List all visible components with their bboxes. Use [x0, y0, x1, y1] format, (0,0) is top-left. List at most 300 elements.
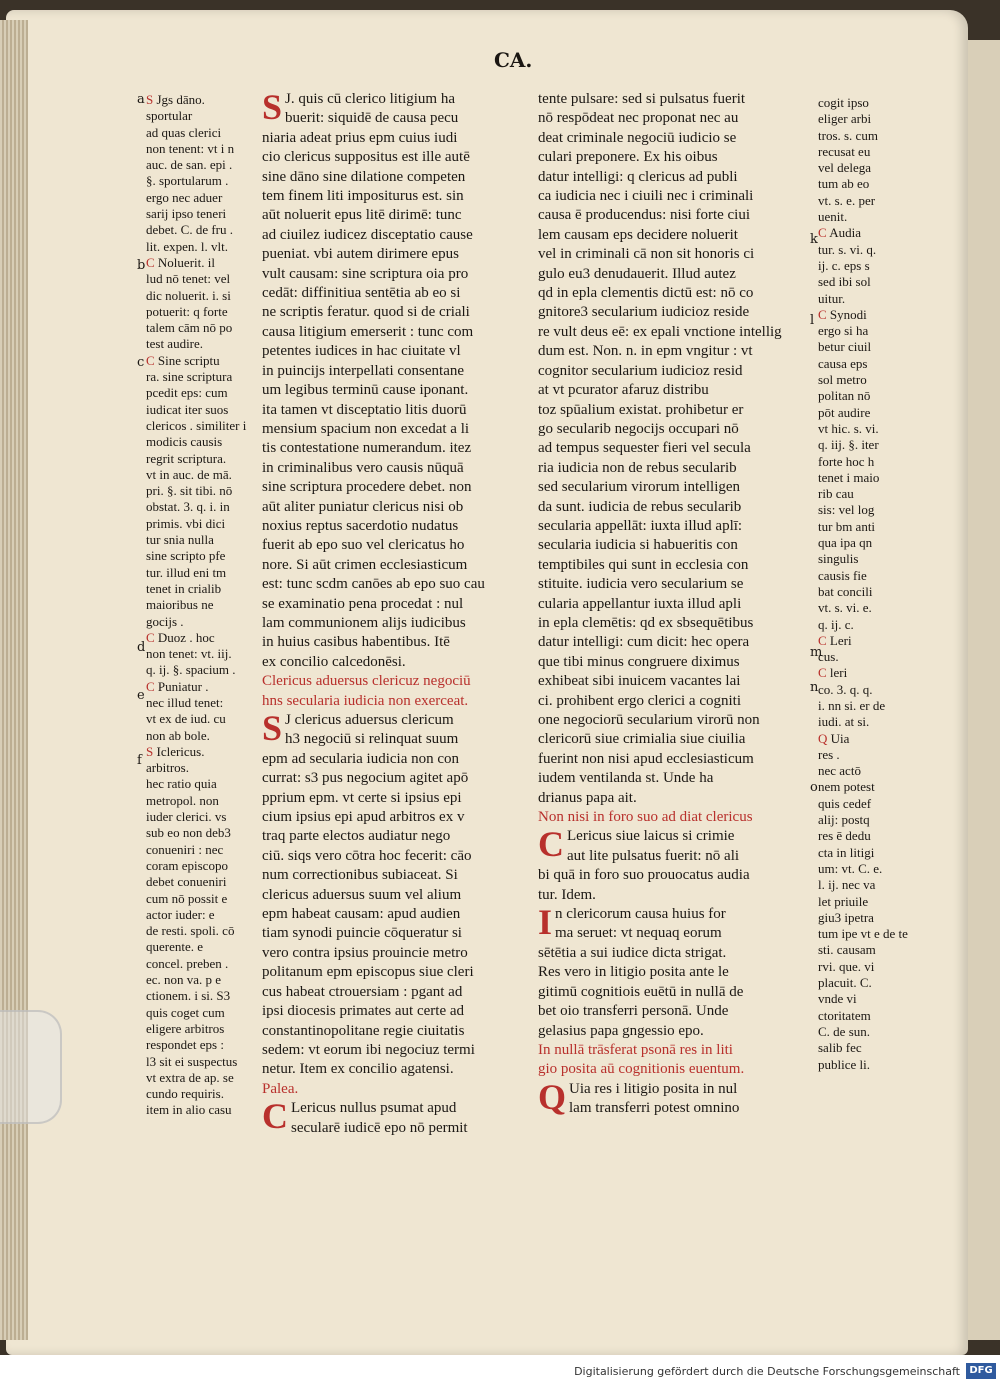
gloss-right-line [818, 209, 918, 225]
gloss-right-line [818, 225, 918, 241]
line-text: Sine scriptu [157, 352, 220, 368]
line-text: nec actō [818, 763, 861, 779]
main-left-line [262, 536, 532, 555]
main-left-line [262, 633, 532, 652]
line-text: Uia res i litigio posita in nul [569, 1080, 738, 1097]
line-text: lam transferri potest omnino [569, 1100, 740, 1117]
gloss-right-line [818, 339, 918, 355]
line-text: netur. Item ex concilio agatensi. [262, 1061, 454, 1078]
gloss-right-line [818, 323, 918, 339]
line-text: respondet eps : [146, 1037, 224, 1053]
line-text: sed secularium virorum intelligen [538, 479, 741, 496]
gloss-right-line [818, 486, 918, 502]
gloss-right-line [818, 470, 918, 486]
main-left-line [262, 769, 532, 788]
gloss-right-line [818, 894, 918, 910]
line-text: buerit: siquidē de causa pecu [285, 110, 459, 127]
line-text: gocijs . [146, 613, 184, 629]
line-text: regrit scriptura. [146, 450, 227, 466]
line-text: cus. [818, 649, 839, 665]
line-text: ergo si ha [818, 323, 869, 339]
line-text: exhibeat sibi inuicem vacantes lai [538, 673, 741, 690]
line-text: clericus aduersus suum vel alium [262, 886, 462, 903]
main-right-line [538, 692, 808, 711]
main-left-line [262, 342, 532, 361]
gloss-right-line [818, 291, 918, 307]
line-text: q. ij. §. spacium . [146, 662, 236, 678]
line-text: singulis [818, 551, 859, 567]
gloss-right-line [818, 600, 918, 616]
main-left-line [262, 362, 532, 381]
line-text: vt. s. e. per [818, 192, 876, 208]
main-left-line [262, 750, 532, 769]
footer-bar [0, 1355, 1000, 1389]
main-right-line [538, 711, 808, 730]
line-text: bet oio transferri personā. Unde [538, 1003, 729, 1020]
line-text: co. 3. q. q. [818, 681, 873, 697]
gloss-right-line [818, 845, 918, 861]
line-text: tur. illud eni tm [146, 564, 227, 580]
gloss-right-line [818, 959, 918, 975]
line-text: non tenet: vt. iij. [146, 646, 232, 662]
line-text: Puniatur . [157, 678, 209, 694]
gloss-right-line [818, 779, 918, 795]
margin-marker-l: l [810, 313, 815, 328]
main-left-line [262, 148, 532, 167]
gloss-right-line [818, 665, 918, 681]
line-text: Jgs dāno. [156, 92, 205, 107]
line-text: Duoz . hoc [157, 629, 215, 645]
gloss-left-line [146, 239, 256, 255]
gloss-left-line [146, 320, 256, 336]
gloss-right-line [818, 991, 918, 1007]
main-right-line [538, 614, 808, 633]
line-text: tum ab eo [818, 176, 870, 192]
drop-initial: C [538, 824, 564, 865]
rubric-lead: S [146, 92, 157, 107]
gloss-right-line [818, 763, 918, 779]
line-text: iudem ventilanda st. Unde ha [538, 770, 714, 787]
line-text: ma seruet: vt nequaq eorum [555, 925, 722, 942]
gloss-left-line [146, 1102, 256, 1118]
main-text-left-column [262, 90, 532, 1150]
main-left-line [262, 129, 532, 148]
line-text: tur bm anti [818, 518, 876, 534]
main-right-line [538, 129, 808, 148]
line-text: debet conueniri [146, 874, 227, 890]
main-right-line [538, 944, 808, 963]
line-text: forte hoc h [818, 453, 875, 469]
main-right-line [538, 789, 808, 808]
line-text: toz spūalium existat. prohibetur er [538, 401, 744, 418]
line-text: drianus papa ait. [538, 789, 637, 806]
main-left-line [262, 420, 532, 439]
gloss-left-line [146, 336, 256, 352]
line-text: gitimū cognitiois euētū in nullā de [538, 983, 744, 1000]
gloss-left-line [146, 288, 256, 304]
gloss-left-line [146, 271, 256, 287]
gloss-left-line [146, 662, 256, 678]
gloss-right-line [818, 682, 918, 698]
line-text: hns secularia iudicia non exerceat. [262, 692, 469, 709]
line-text: bi quā in foro suo prouocatus audia [538, 867, 750, 884]
main-right-line [538, 517, 808, 536]
gloss-left-line [146, 581, 256, 597]
line-text: tiam synodi puincie cōqueratur si [262, 925, 462, 942]
line-text: in huius casibus habentibus. Itē [262, 634, 450, 651]
main-right-line [538, 381, 808, 400]
line-text: rib cau [818, 486, 854, 502]
line-text: nō respōdeat nec proponat nec au [538, 110, 739, 127]
line-text: betur ciuil [818, 339, 872, 355]
folio-number: CA. [494, 48, 533, 72]
gloss-left-line [146, 108, 256, 124]
gloss-left-line [146, 858, 256, 874]
line-text: lud nō tenet: vel [146, 271, 231, 287]
main-right-line [538, 924, 808, 943]
gloss-left-line [146, 190, 256, 206]
line-text: primis. vbi dici [146, 515, 226, 531]
main-left-line [262, 498, 532, 517]
gloss-left-line [146, 1005, 256, 1021]
main-left-line [262, 439, 532, 458]
line-text: ria iudicia non de rebus secularib [538, 459, 737, 476]
gloss-left-line [146, 776, 256, 792]
rubric-lead: C [146, 678, 158, 694]
gloss-right-line [818, 95, 918, 111]
line-text: res ē dedu [818, 828, 871, 844]
main-left-line [262, 517, 532, 536]
line-text: petentes iudices in hac ciuitate vl [262, 343, 461, 360]
line-text: go secularib negocijs occupari nō [538, 420, 739, 437]
line-text: cus habeat ctrouersiam : pgant ad [262, 983, 463, 1000]
gloss-right-line [818, 649, 918, 665]
gloss-left-line [146, 597, 256, 613]
line-text: Clericus aduersus clericuz negociū [262, 673, 471, 690]
line-text: causa eps [818, 355, 868, 371]
gloss-left-line [146, 222, 256, 238]
gloss-left-line [146, 646, 256, 662]
gloss-left-line [146, 369, 256, 385]
line-text: ctionem. i si. S3 [146, 988, 231, 1004]
line-text: traq parte electos audiatur nego [262, 828, 451, 845]
line-text: cum nō possit e [146, 890, 228, 906]
gloss-left-line [146, 499, 256, 515]
gloss-right-line [818, 1008, 918, 1024]
line-text: in criminalibus vero causis nūquā [262, 459, 464, 476]
gloss-left-line [146, 483, 256, 499]
gloss-right-line [818, 437, 918, 453]
main-right-line [538, 420, 808, 439]
main-right-line [538, 362, 808, 381]
line-text: test audire. [146, 336, 204, 352]
line-text: fuerint non nisi apud ecclesiasticum [538, 750, 754, 767]
line-text: politan nō [818, 388, 871, 404]
line-text: constantinopolitane regie ciuitatis [262, 1022, 465, 1039]
gloss-left-line [146, 842, 256, 858]
gloss-left-line [146, 92, 256, 108]
main-left-line [262, 1080, 532, 1099]
main-right-line [538, 148, 808, 167]
line-text: vel in criminali cā non sit honoris ci [538, 246, 755, 263]
main-left-line [262, 944, 532, 963]
main-left-line [262, 478, 532, 497]
gloss-left-line [146, 614, 256, 630]
line-text: giu3 ipetra [818, 909, 874, 925]
gloss-left-line [146, 907, 256, 923]
main-left-line [262, 672, 532, 691]
line-text: niaria adeat prius epm cuius iudi [262, 129, 458, 146]
line-text: in epla clemētis: qd ex sbsequētibus [538, 614, 754, 631]
main-left-line [262, 575, 532, 594]
line-text: vt extra de ap. se [146, 1069, 234, 1085]
drop-initial: S [262, 90, 283, 127]
line-text: secularē iudicē epo nō permit [291, 1119, 468, 1136]
gloss-right-line [818, 1024, 918, 1040]
main-left-line [262, 1002, 532, 1021]
line-text: causa ē producendus: nisi forte ciui [538, 207, 751, 224]
line-text: leri [829, 665, 848, 681]
line-text: Palea. [262, 1080, 299, 1097]
gloss-left-line [146, 516, 256, 532]
margin-marker-d: d [137, 640, 146, 655]
line-text: stituite. iudicia vero secularium se [538, 576, 744, 593]
gloss-right-line [818, 568, 918, 584]
main-left-line [262, 323, 532, 342]
gloss-left-line [146, 825, 256, 841]
line-text: tenet in crialib [146, 580, 222, 596]
line-text: cium ipsius epi apud arbitros ex v [262, 809, 465, 826]
line-text: ciū. siqs vero cōtra hoc fecerit: cāo [262, 847, 472, 864]
margin-marker-b: b [137, 258, 146, 273]
line-text: modicis causis [146, 434, 223, 450]
main-left-line [262, 381, 532, 400]
line-text: vt. s. vi. e. [818, 600, 872, 616]
line-text: Noluerit. il [157, 254, 215, 270]
main-right-line [538, 672, 808, 691]
line-text: tem finem liti impositurus est. sin [262, 188, 464, 205]
page-clip [0, 1010, 62, 1124]
rubric-lead: C [818, 632, 830, 648]
line-text: secularia appellāt: iuxta illud aplī: [538, 517, 743, 534]
main-left-line [262, 265, 532, 284]
line-text: causis fie [818, 567, 867, 583]
gloss-left-line [146, 532, 256, 548]
line-text: dum est. Non. n. in epm vngitur : vt [538, 343, 753, 360]
line-text: num correctionibus subiaceat. Si [262, 867, 458, 884]
main-left-line [262, 692, 532, 711]
line-text: h3 negociū si relinquat suum [285, 731, 459, 748]
gloss-left-line [146, 972, 256, 988]
gloss-left-line [146, 255, 256, 271]
line-text: sedem: vt eorum ibi negociuz termi [262, 1041, 475, 1058]
gloss-left-line [146, 923, 256, 939]
line-text: cedāt: diffinitiua sentētia ab eo si [262, 285, 461, 302]
line-text: let priuile [818, 893, 869, 909]
line-text: Lericus nullus psumat apud [291, 1100, 457, 1117]
line-text: n clericorum causa huius for [555, 906, 726, 923]
main-right-line [538, 983, 808, 1002]
line-text: nem potest [818, 779, 875, 795]
gloss-right-line [818, 747, 918, 763]
line-text: bat concili [818, 583, 873, 599]
line-text: obstat. 3. q. i. in [146, 499, 230, 515]
line-text: coram episcopo [146, 857, 228, 873]
line-text: sol metro [818, 372, 867, 388]
main-left-line [262, 168, 532, 187]
margin-marker-c: c [137, 355, 145, 370]
main-right-line [538, 265, 808, 284]
line-text: auc. de san. epi . [146, 157, 233, 173]
main-left-line [262, 284, 532, 303]
line-text: culari preponere. Ex his oibus [538, 149, 718, 166]
line-text: re vult deus eē: ex epali vnctione intellig [538, 323, 782, 340]
main-right-line [538, 206, 808, 225]
line-text: ci. prohibent ergo clerici a cogniti [538, 692, 741, 709]
gloss-left-line [146, 1021, 256, 1037]
gloss-left-line [146, 1037, 256, 1053]
line-text: gulo eu3 denudauerit. Illud autez [538, 265, 736, 282]
gloss-right-line [818, 535, 918, 551]
main-left-line [262, 245, 532, 264]
margin-marker-a: a [137, 92, 145, 107]
gloss-right-line [818, 405, 918, 421]
line-text: alij: postq [818, 812, 870, 828]
rubric-lead: C [146, 352, 158, 368]
main-left-line [262, 963, 532, 982]
gloss-left-line [146, 891, 256, 907]
line-text: tros. s. cum [818, 127, 878, 143]
gloss-right-line [818, 274, 918, 290]
gloss-right-line [818, 160, 918, 176]
gloss-left-line [146, 206, 256, 222]
main-right-line [538, 90, 808, 109]
gloss-left-line [146, 385, 256, 401]
line-text: l3 sit ei suspectus [146, 1053, 238, 1069]
main-right-line [538, 769, 808, 788]
margin-marker-n: n [810, 680, 819, 695]
line-text: que tibi minus congruere diximus [538, 653, 740, 670]
gloss-left-line [146, 809, 256, 825]
main-right-line [538, 342, 808, 361]
line-text: sarij ipso teneri [146, 206, 227, 222]
gloss-left-line [146, 1086, 256, 1102]
gloss-left-line [146, 760, 256, 776]
gloss-left-column [146, 92, 256, 1142]
line-text: rvi. que. vi [818, 958, 875, 974]
line-text: est: tunc scdm canōes ab epo suo cau [262, 576, 485, 593]
line-text: iuder clerici. vs [146, 809, 227, 825]
line-text: Leri [829, 632, 852, 648]
line-text: potuerit: q forte [146, 303, 228, 319]
line-text: J. quis cū clerico litigium ha [285, 91, 455, 107]
margin-marker-m: m [810, 645, 823, 660]
line-text: se examinatio pena procedat : nul [262, 595, 464, 612]
line-text: qua ipa qn [818, 535, 873, 551]
gloss-right-line [818, 910, 918, 926]
line-text: vnde vi [818, 991, 857, 1007]
line-text: ex concilio calcedonēsi. [262, 653, 406, 670]
line-text: res . [818, 746, 840, 762]
line-text: actor iuder: e [146, 906, 215, 922]
line-text: da sunt. iudicia de rebus secularib [538, 498, 742, 515]
main-right-line [538, 439, 808, 458]
main-left-line [262, 206, 532, 225]
line-text: mensium spacium non excedat a li [262, 420, 470, 437]
line-text: tenet i maio [818, 469, 880, 485]
gloss-left-line [146, 451, 256, 467]
line-text: pcedit eps: cum [146, 385, 228, 401]
line-text: sine scripto pfe [146, 548, 226, 564]
main-right-line [538, 886, 808, 905]
line-text: sis: vel log [818, 502, 875, 518]
gloss-right-line [818, 176, 918, 192]
line-text: cio clericus suppositus est ille autē [262, 149, 470, 166]
gloss-right-line [818, 372, 918, 388]
line-text: pprium epm. vt certe si ipsius epi [262, 789, 462, 806]
main-right-line [538, 595, 808, 614]
line-text: arbitros. [146, 760, 189, 776]
line-text: hec ratio quia [146, 776, 217, 792]
main-left-line [262, 847, 532, 866]
main-left-line [262, 595, 532, 614]
gloss-right-line [818, 519, 918, 535]
line-text: conueniri : nec [146, 841, 224, 857]
main-right-line [538, 536, 808, 555]
line-text: at vt pcurator afaruz distribu [538, 382, 709, 399]
line-text: querente. e [146, 939, 204, 955]
main-left-line [262, 905, 532, 924]
main-right-line [538, 478, 808, 497]
gloss-left-line [146, 173, 256, 189]
main-right-line [538, 1099, 808, 1118]
line-text: talem cām nō po [146, 320, 233, 336]
line-text: item in alio casu [146, 1102, 232, 1118]
gloss-right-line [818, 828, 918, 844]
line-text: temptibiles qui sunt in ecclesia con [538, 556, 749, 573]
main-left-line [262, 866, 532, 885]
line-text: cogit ipso [818, 95, 869, 110]
line-text: ergo nec aduer [146, 189, 223, 205]
line-text: ad tempus sequester fieri vel secula [538, 440, 751, 457]
gloss-right-line [818, 926, 918, 942]
rubric-lead: C [818, 225, 830, 241]
gloss-right-line [818, 584, 918, 600]
main-right-line [538, 1060, 808, 1079]
line-text: Res vero in litigio posita ante le [538, 964, 729, 981]
gloss-left-line [146, 630, 256, 646]
main-right-line [538, 963, 808, 982]
line-text: clericorū siue crimialia siue ciuilia [538, 731, 746, 748]
line-text: clericos . similiter i [146, 417, 247, 433]
main-right-line [538, 1022, 808, 1041]
main-right-line [538, 750, 808, 769]
gloss-right-line [818, 242, 918, 258]
line-text: cularia appellantur iuxta illud apli [538, 595, 742, 612]
drop-initial: Q [538, 1076, 567, 1117]
line-text: vt in auc. de mā. [146, 466, 232, 482]
gloss-right-line [818, 877, 918, 893]
main-left-line [262, 1041, 532, 1060]
line-text: ctoritatem [818, 1007, 871, 1023]
line-text: tur. s. vi. q. [818, 241, 877, 257]
line-text: maioribus ne [146, 597, 214, 613]
rubric-lead: C [818, 665, 830, 681]
line-text: tis contestatione numerandum. itez [262, 440, 472, 457]
line-text: nec illud tenet: [146, 694, 224, 710]
main-left-line [262, 730, 532, 749]
line-text: Audia [829, 225, 861, 241]
